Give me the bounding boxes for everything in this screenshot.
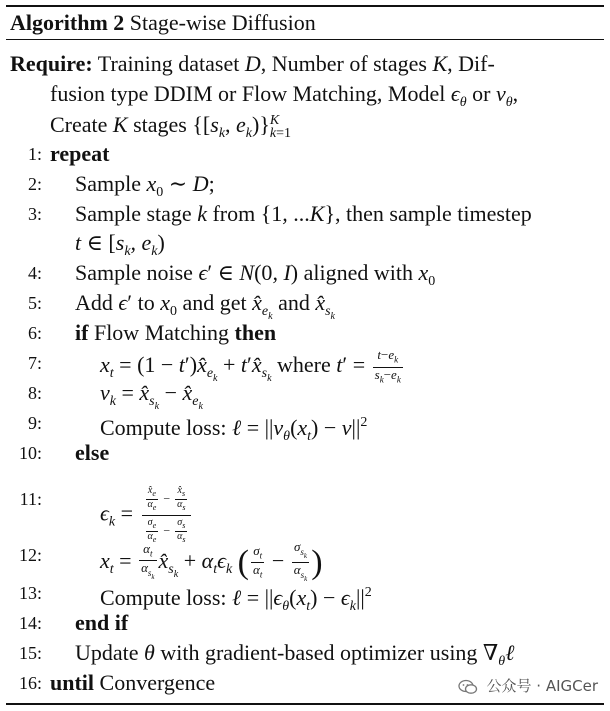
algorithm-label: Algorithm 2 xyxy=(10,10,125,35)
step-1-number: 1: xyxy=(27,144,42,164)
algorithm-name: Stage-wise Diffusion xyxy=(129,10,316,35)
require-line-2: fusion type DDIM or Flow Matching, Model $\epsilon_\theta$ or $v_\theta$, xyxy=(50,81,519,110)
wechat-icon xyxy=(458,679,478,695)
require-label: Require: xyxy=(10,51,93,76)
keyword-until: until xyxy=(50,670,95,695)
keyword-else: else xyxy=(75,440,110,465)
step-13-number: 13: xyxy=(18,583,42,603)
algorithm-title xyxy=(10,8,316,38)
step-9-number: 9: xyxy=(27,413,42,433)
step-11-number: 11: xyxy=(19,489,42,509)
watermark xyxy=(458,675,598,696)
require-line-3: Create K stages {[$s_k$, $e_k$)} K k=1 xyxy=(50,112,292,141)
step-5-number: 5: xyxy=(27,293,42,313)
step-16-number: 16: xyxy=(18,673,42,693)
keyword-then: then xyxy=(234,320,277,345)
mid-rule xyxy=(6,39,604,40)
step-4-number: 4: xyxy=(27,263,42,283)
step-14-number: 14: xyxy=(18,613,42,633)
keyword-repeat: repeat xyxy=(50,141,110,166)
step-3-number: 3: xyxy=(27,204,42,224)
step-6-number: 6: xyxy=(27,323,42,343)
step-7-number: 7: xyxy=(27,353,42,373)
step-12-number: 12: xyxy=(18,545,42,565)
step-15-number: 15: xyxy=(18,643,42,663)
keyword-end-if: end if xyxy=(75,610,129,635)
watermark-text: 公众号 · AIGCer xyxy=(486,677,598,695)
keyword-if: if xyxy=(75,320,89,345)
bottom-rule xyxy=(6,703,604,705)
step-2-number: 2: xyxy=(27,174,42,194)
top-rule xyxy=(6,5,604,7)
step-8-number: 8: xyxy=(27,383,42,403)
step-10-number: 10: xyxy=(18,443,42,463)
require-line-1: Require: Training dataset D, Number of stages K, Dif- xyxy=(10,51,495,76)
